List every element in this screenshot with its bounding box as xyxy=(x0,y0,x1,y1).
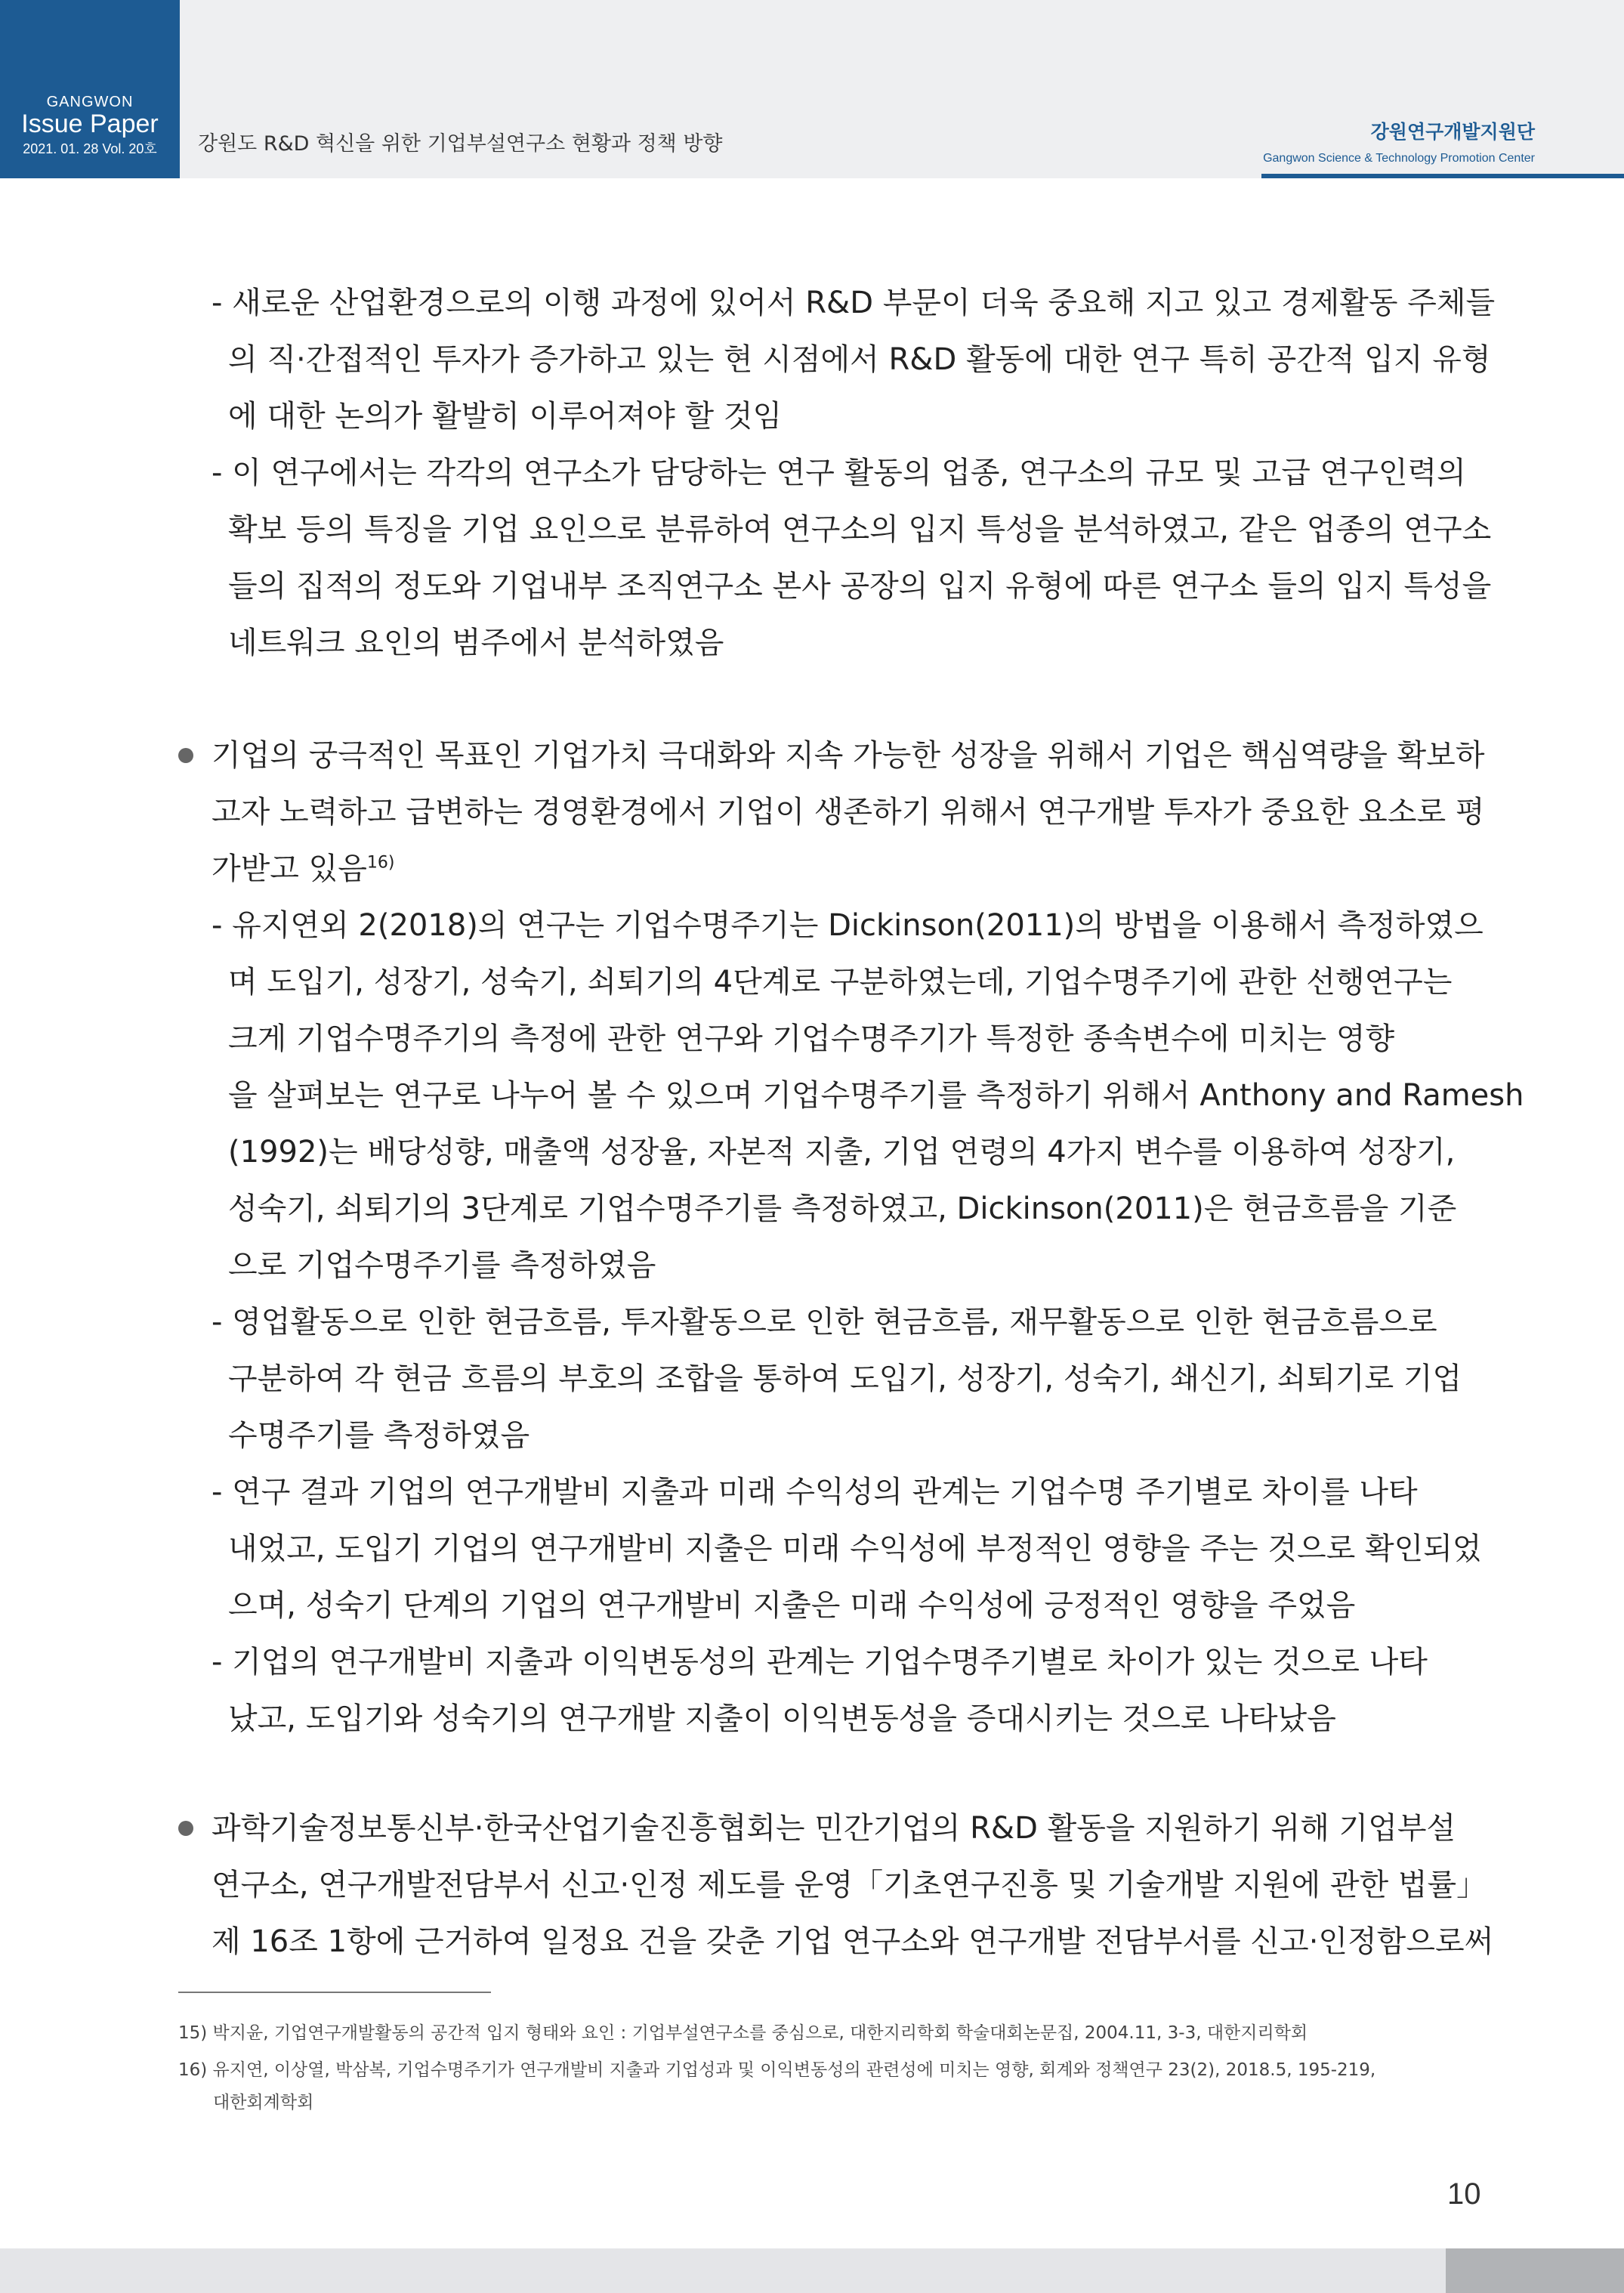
footnote-15: 15) 박지윤, 기업연구개발활동의 공간적 입지 형태와 요인 : 기업부설연구소를 중심으로, 대한지리학회 학술대회논문집, 2004.11, 3-3, 대한지리학회 xyxy=(178,2023,1308,2043)
text-line: 기업의 궁극적인 목표인 기업가치 극대화와 지속 가능한 성장을 위해서 기업은 핵심역량을 확보하 xyxy=(211,738,1485,773)
text-line: 과학기술정보통신부·한국산업기술진흥협회는 민간기업의 R&D 활동을 지원하기 위해 기업부설 xyxy=(211,1811,1456,1846)
text-line: 으며, 성숙기 단계의 기업의 연구개발비 지출은 미래 수익성에 긍정적인 영향을 주었음 xyxy=(228,1588,1356,1623)
text-line: 수명주기를 측정하였음 xyxy=(228,1418,530,1453)
text-line: 고자 노력하고 급변하는 경영환경에서 기업이 생존하기 위해서 연구개발 투자가 중요한 요소로 평 xyxy=(211,795,1485,830)
text-line: 들의 집적의 정도와 기업내부 조직연구소 본사 공장의 입지 유형에 따른 연구소 들의 입지 특성을 xyxy=(228,569,1492,604)
text-line xyxy=(211,850,395,888)
footnote-divider xyxy=(178,1992,491,1993)
header-title: 강원도 R&D 혁신을 위한 기업부설연구소 현황과 정책 방향 xyxy=(198,132,723,156)
text-line: 을 살펴보는 연구로 나누어 볼 수 있으며 기업수명주기를 측정하기 위해서 Anthony and Ramesh xyxy=(228,1078,1524,1113)
brand-issue-date: 2021. 01. 28 Vol. 20호 xyxy=(23,141,157,156)
bullet-dot xyxy=(178,1821,193,1836)
organization-block xyxy=(1263,117,1535,165)
footnote-ref: 16) xyxy=(366,853,395,873)
brand-line-2: Issue Paper xyxy=(21,110,159,138)
header-accent-line xyxy=(1261,174,1624,178)
text-line: - 연구 결과 기업의 연구개발비 지출과 미래 수익성의 관계는 기업수명 주기별로 차이를 나타 xyxy=(211,1475,1418,1510)
text-line: 으로 기업수명주기를 측정하였음 xyxy=(228,1248,656,1283)
text-line: - 새로운 산업환경으로의 이행 과정에 있어서 R&D 부문이 더욱 중요해 지고 있고 경제활동 주체들 xyxy=(211,286,1496,320)
text-line: 구분하여 각 현금 흐름의 부호의 조합을 통하여 도입기, 성장기, 성숙기, 쇄신기, 쇠퇴기로 기업 xyxy=(228,1361,1462,1396)
text-line: - 기업의 연구개발비 지출과 이익변동성의 관계는 기업수명주기별로 차이가 있는 것으로 나타 xyxy=(211,1645,1428,1680)
text-line: (1992)는 배당성향, 매출액 성장율, 자본적 지출, 기업 연령의 4가지 변수를 이용하여 성장기, xyxy=(228,1135,1456,1170)
bullet-dot xyxy=(178,748,193,763)
text-line: 제 16조 1항에 근거하여 일정요 건을 갖춘 기업 연구소와 연구개발 전담부서를 신고·인정함으로써 xyxy=(211,1924,1494,1959)
footnote-16: 16) 유지연, 이상열, 박삼복, 기업수명주기가 연구개발비 지출과 기업성과 및 이익변동성의 관련성에 미치는 영향, 회계와 정책연구 23(2), 2018.5, 195-219, xyxy=(178,2060,1376,2080)
text-line: 연구소, 연구개발전담부서 신고·인정 제도를 운영「기초연구진흥 및 기술개발 지원에 관한 법률」 xyxy=(211,1868,1487,1902)
text-line: 네트워크 요인의 범주에서 분석하였음 xyxy=(228,626,724,660)
text-line: 에 대한 논의가 활발히 이루어져야 할 것임 xyxy=(228,399,783,434)
text-line: 내었고, 도입기 기업의 연구개발비 지출은 미래 수익성에 부정적인 영향을 주는 것으로 확인되었 xyxy=(228,1531,1482,1566)
brand-line-1: GANGWON xyxy=(46,94,134,110)
page-footer-band xyxy=(0,2248,1624,2293)
organization-english: Gangwon Science & Technology Promotion Center xyxy=(1263,152,1535,165)
text-line: 며 도입기, 성장기, 성숙기, 쇠퇴기의 4단계로 구분하였는데, 기업수명주기에 관한 선행연구는 xyxy=(228,965,1453,1000)
text-line: 났고, 도입기와 성숙기의 연구개발 지출이 이익변동성을 증대시키는 것으로 나타났음 xyxy=(228,1701,1336,1736)
text-segment: 가받고 있음 xyxy=(211,851,367,886)
page-number: 10 xyxy=(1447,2177,1481,2211)
text-line: 성숙기, 쇠퇴기의 3단계로 기업수명주기를 측정하였고, Dickinson(2011)은 현금흐름을 기준 xyxy=(228,1191,1457,1226)
text-line: - 이 연구에서는 각각의 연구소가 담당하는 연구 활동의 업종, 연구소의 규모 및 고급 연구인력의 xyxy=(211,456,1466,490)
text-line: - 영업활동으로 인한 현금흐름, 투자활동으로 인한 현금흐름, 재무활동으로 인한 현금흐름으로 xyxy=(211,1305,1437,1340)
text-line: 크게 기업수명주기의 측정에 관한 연구와 기업수명주기가 특정한 종속변수에 미치는 영향 xyxy=(228,1021,1395,1056)
page-footer-accent xyxy=(1446,2248,1624,2293)
text-line: 확보 등의 특징을 기업 요인으로 분류하여 연구소의 입지 특성을 분석하였고, 같은 업종의 연구소 xyxy=(228,512,1492,547)
text-line: 의 직·간접적인 투자가 증가하고 있는 현 시점에서 R&D 활동에 대한 연구 특히 공간적 입지 유형 xyxy=(228,342,1491,377)
organization-korean: 강원연구개발지원단 xyxy=(1370,121,1535,143)
footnote-16-continued: 대한회계학회 xyxy=(213,2093,314,2112)
brand-logo-block xyxy=(0,0,180,178)
text-line: - 유지연외 2(2018)의 연구는 기업수명주기는 Dickinson(2011)의 방법을 이용해서 측정하였으 xyxy=(211,908,1484,943)
